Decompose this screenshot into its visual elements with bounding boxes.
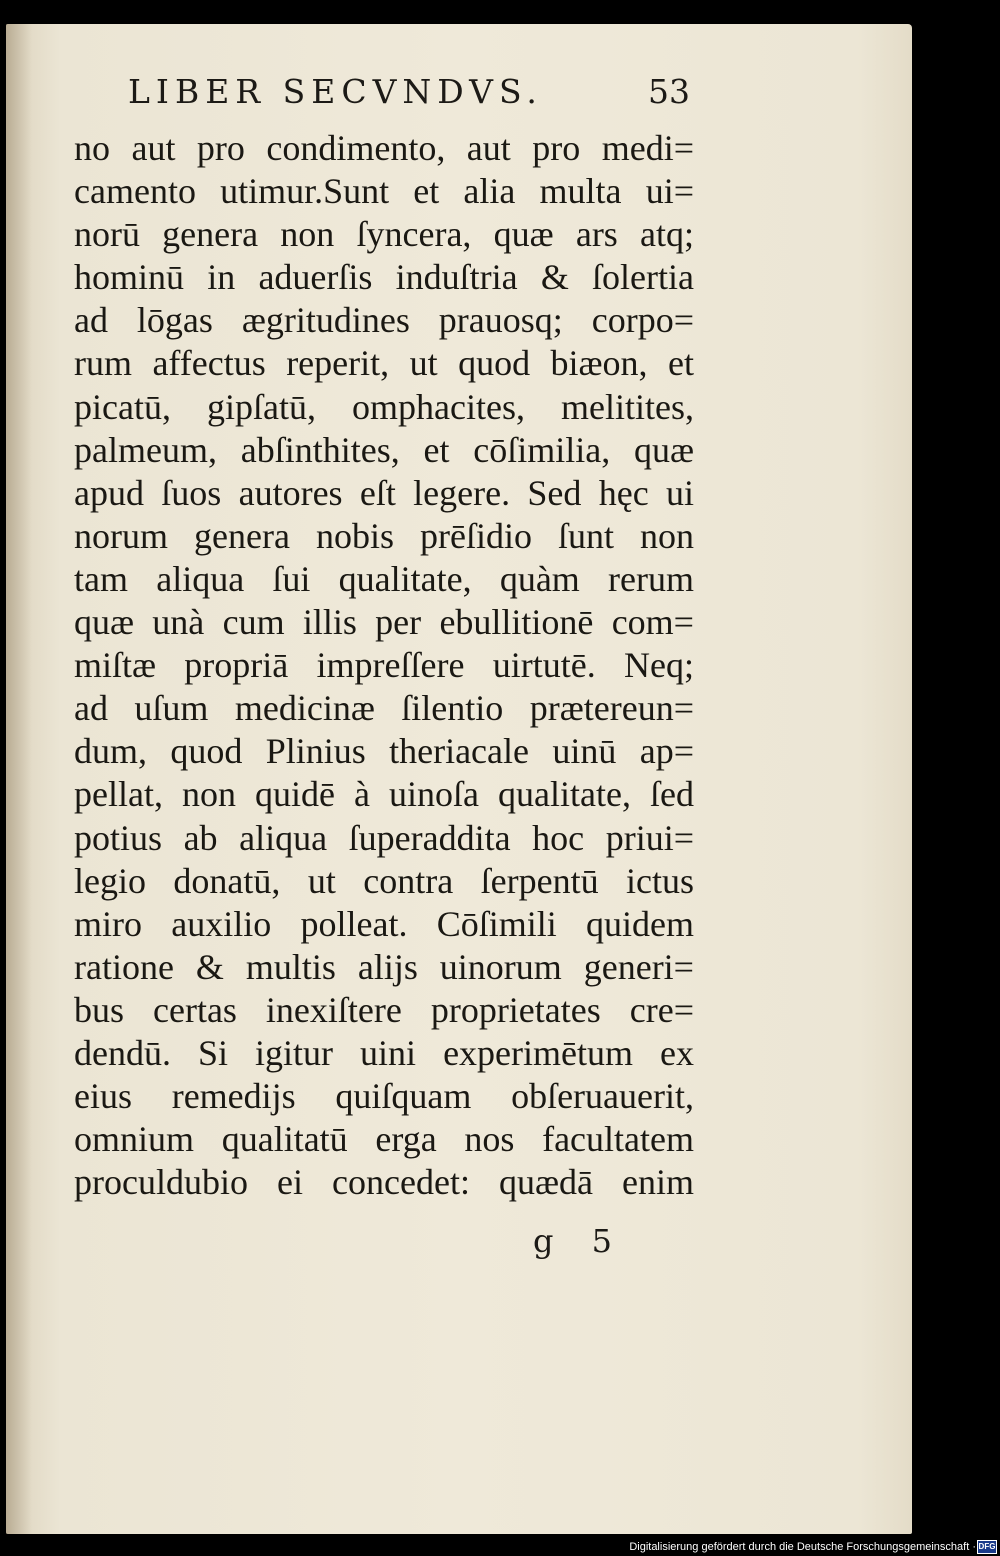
signature-mark: g 5 — [533, 1222, 627, 1260]
text-line: norū genera non ſyncera, quæ ars atq; — [74, 214, 694, 255]
text-line: miro auxilio polleat. Cōſimili quidem — [74, 903, 694, 944]
text-line: miſtæ propriā impreſſere uirtutē. Neq; — [74, 645, 694, 686]
text-line: bus certas inexiſtere proprietates cre= — [74, 989, 694, 1030]
folio-number: 53 — [648, 72, 690, 111]
text-line: palmeum, abſinthites, et cōſimilia, quæ — [74, 429, 694, 470]
text-line: camento utimur.Sunt et alia multa ui= — [74, 171, 694, 212]
digitization-credit: Digitalisierung gefördert durch die Deutsche Forschungsgemeinschaft · — [629, 1541, 976, 1553]
running-title: LIBER SECVNDVS. — [128, 72, 543, 111]
text-line: ad uſum medicinæ ſilentio prætereun= — [74, 688, 694, 729]
text-line: quæ unà cum illis per ebullitionē com= — [74, 602, 694, 643]
text-line: pellat, non quidē à uinoſa qualitate, ſed — [74, 774, 694, 815]
text-line: potius ab aliqua ſuperaddita hoc priui= — [74, 817, 694, 858]
text-line: ratione & multis alijs uinorum generi= — [74, 946, 694, 987]
text-line: omnium qualitatū erga nos facultatem — [74, 1119, 694, 1160]
dfg-logo: DFG — [977, 1540, 997, 1554]
text-line: dendū. Si igitur uini experimētum ex — [74, 1032, 694, 1073]
text-line: legio donatū, ut contra ſerpentū ictus — [74, 860, 694, 901]
text-line: dum, quod Plinius theriacale uinū ap= — [74, 731, 694, 772]
text-line: rum affectus reperit, ut quod biæon, et — [74, 343, 694, 384]
text-line: ad lōgas ægritudines prauosq; corpo= — [74, 300, 694, 341]
text-line: apud ſuos autores eſt legere. Sed hęc ui — [74, 472, 694, 513]
binding-shadow — [6, 24, 32, 1534]
text-line: proculdubio ei concedet: quædā enim — [74, 1162, 694, 1203]
text-line: no aut pro condimento, aut pro medi= — [74, 128, 694, 168]
text-block — [74, 127, 694, 1204]
text-line: picatū, gipſatū, omphacites, melitites, — [74, 386, 694, 427]
text-line: eius remedijs quiſquam obſeruauerit, — [74, 1076, 694, 1117]
text-line: tam aliqua ſui qualitate, quàm rerum — [74, 558, 694, 599]
text-line: hominū in aduerſis induſtria & ſolertia — [74, 257, 694, 298]
text-line: norum genera nobis prēſidio ſunt non — [74, 515, 694, 556]
running-header — [128, 72, 698, 111]
